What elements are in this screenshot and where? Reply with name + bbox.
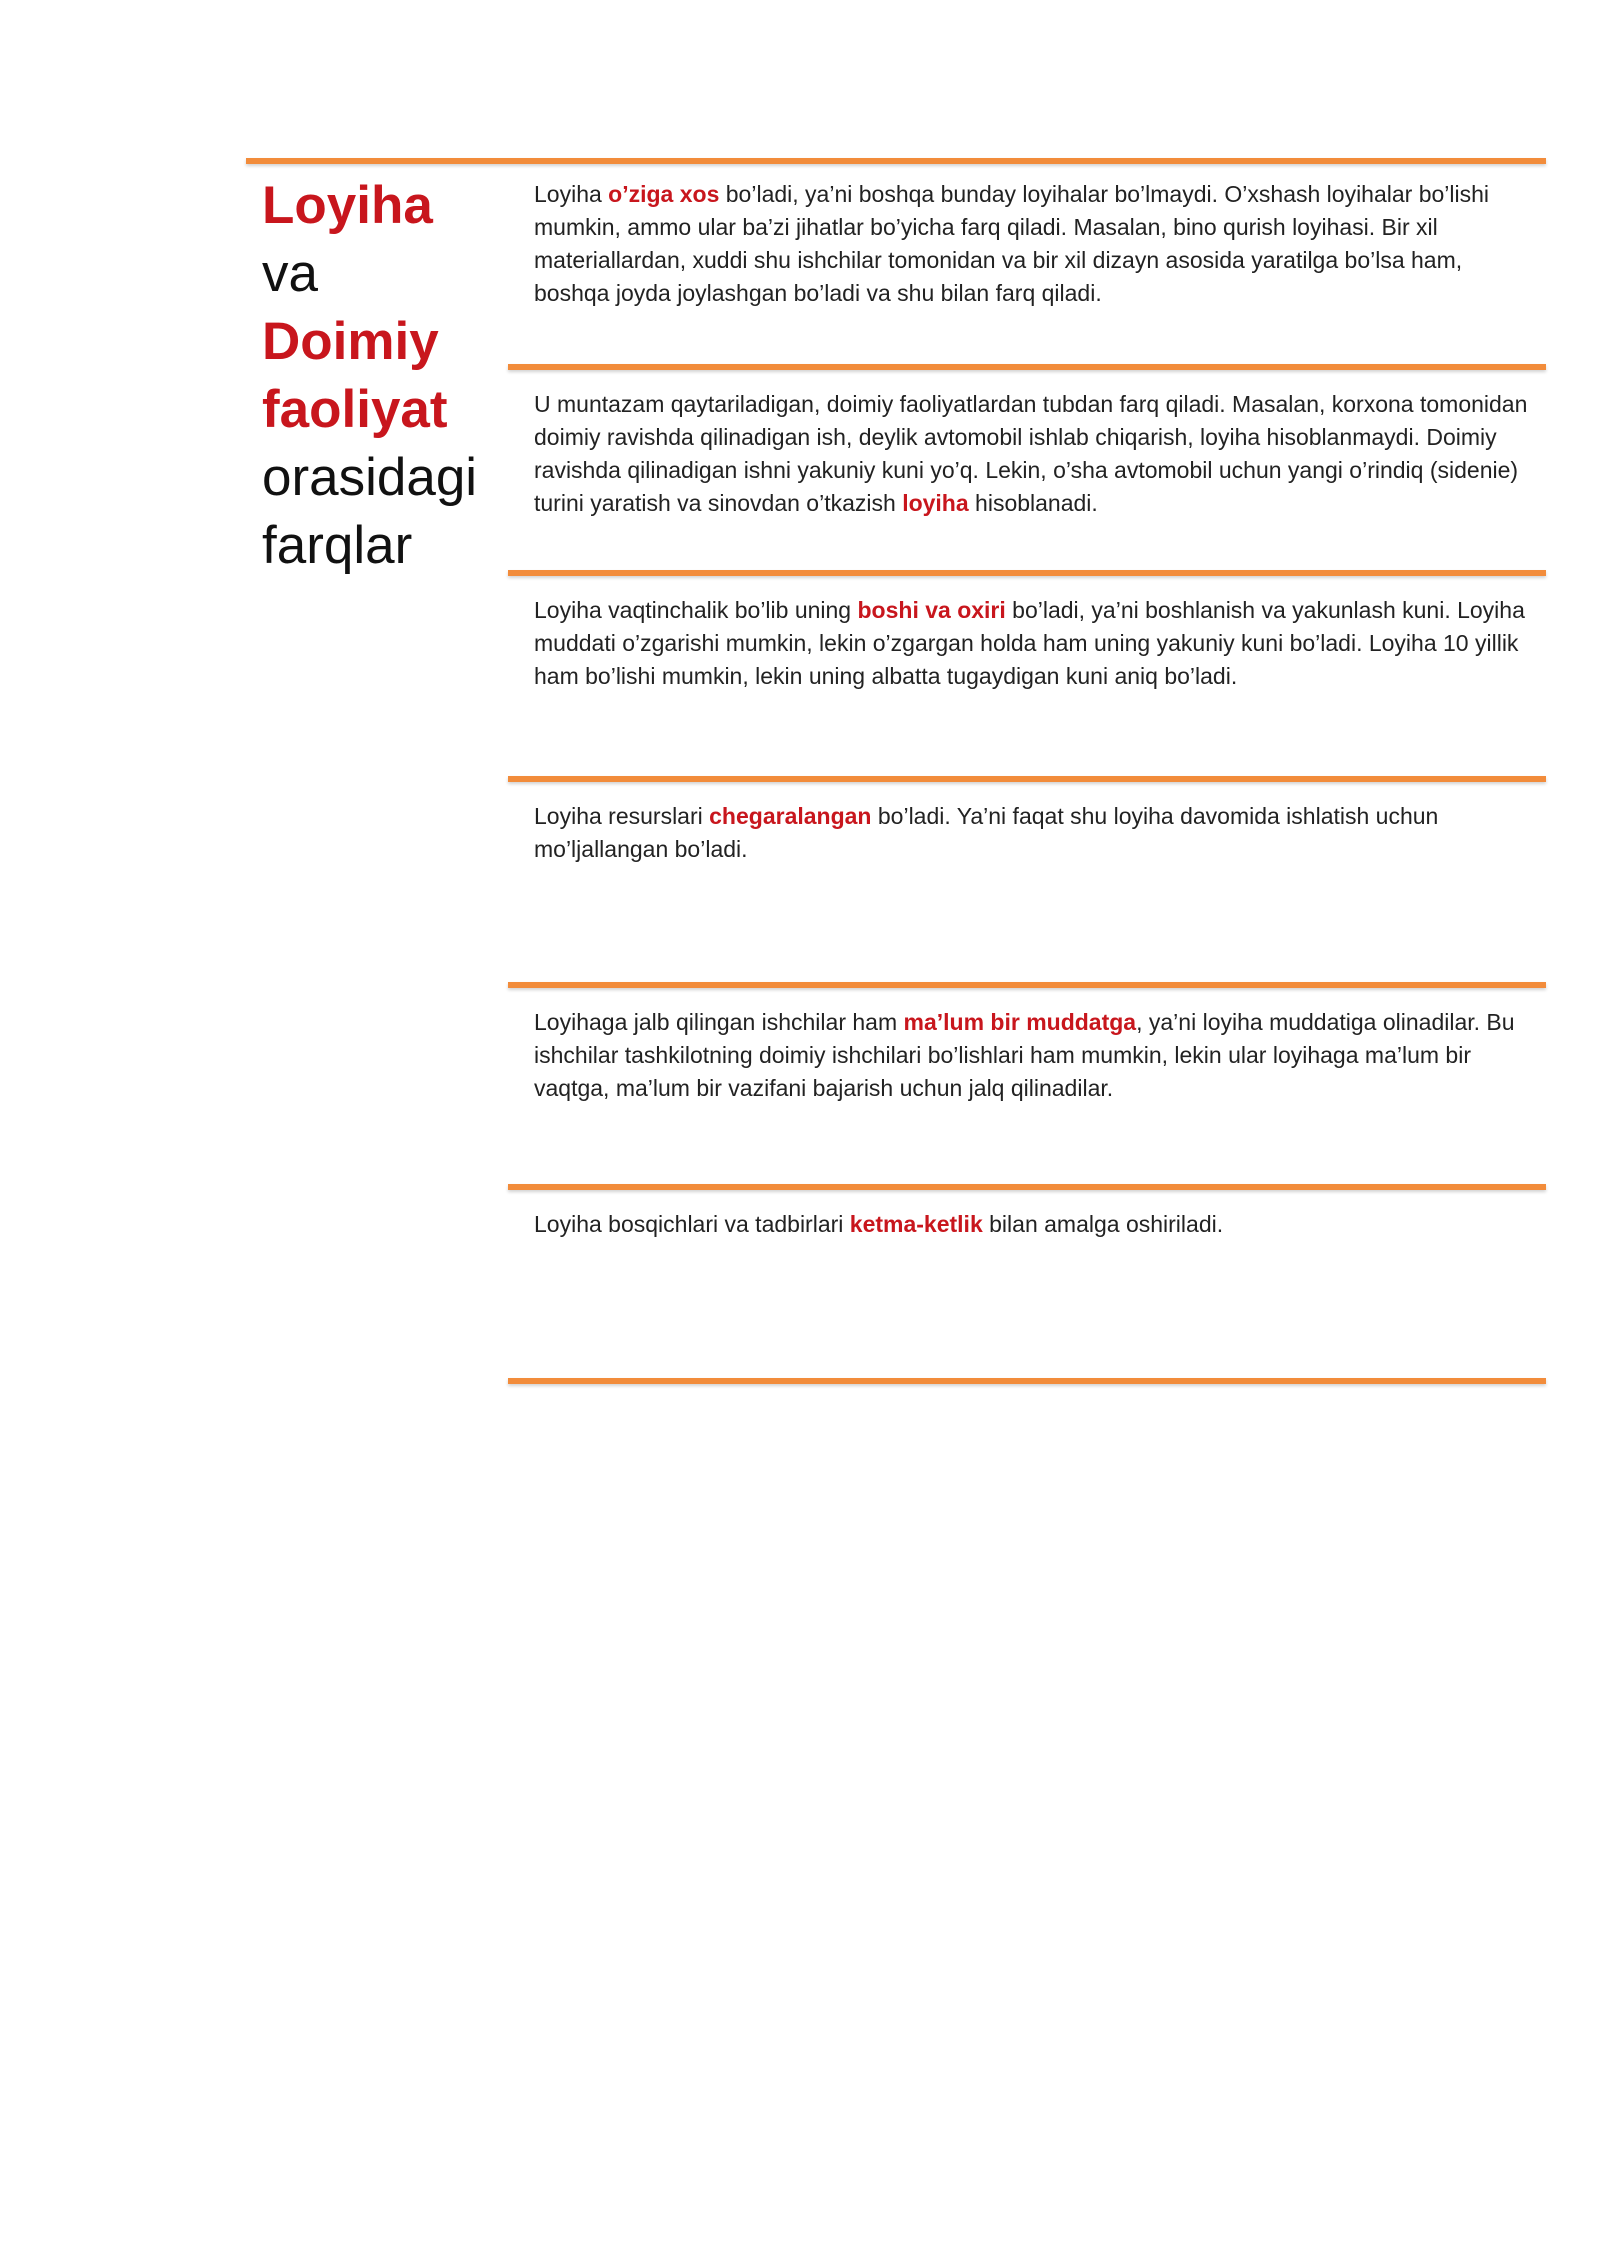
text-post: bilan amalga oshiriladi. — [982, 1211, 1224, 1237]
section-temporary-staff — [508, 982, 1546, 1105]
highlight-term: ma’lum bir muddatga — [903, 1009, 1137, 1035]
text-pre: Loyiha — [534, 181, 609, 207]
text-pre: Loyihaga jalb qilingan ishchilar ham — [534, 1009, 904, 1035]
section-uniqueness — [508, 158, 1546, 310]
section-text — [508, 164, 1546, 310]
title-line-orasidagi: orasidagi — [262, 448, 478, 507]
bottom-divider — [508, 1378, 1546, 1384]
text-pre: Loyiha resurslari — [534, 803, 710, 829]
section-text — [508, 988, 1546, 1105]
title-line-loyiha: Loyiha — [262, 176, 433, 235]
title-line-va: va — [262, 244, 318, 303]
section-non-routine — [508, 364, 1546, 520]
highlight-term: chegaralangan — [709, 803, 872, 829]
section-text — [508, 576, 1546, 693]
text-post: , ya’ni loyiha muddatiga olinadilar. Bu ishchilar tashkilotning doimiy ishchilari bo’lishlari ham mumkin, lekin ular loyihaga ma’lum bir vaqtga, ma’lum bir vazifani bajarish uchun jalq qilinadilar. — [534, 1009, 1515, 1101]
highlight-term: ketma-ketlik — [849, 1211, 983, 1237]
highlight-term: o’ziga xos — [608, 181, 720, 207]
section-limited-resources — [508, 776, 1546, 866]
text-post: bo’ladi, ya’ni boshqa bunday loyihalar bo’lmaydi. O’xshash loyihalar bo’lishi mumkin, ammo ular ba’zi jihatlar bo’yicha farq qiladi. Masalan, bino qurish loyihasi. Bir xil materiallardan, xuddi shu ishchilar tomonidan va bir xil dizayn asosida yaratilga bo’lsa ham, boshqa joyda joylashgan bo’ladi va shu bilan farq qiladi. — [534, 181, 1490, 306]
text-post: hisoblanadi. — [968, 490, 1098, 516]
page-title — [262, 172, 502, 580]
text-pre: Loyiha vaqtinchalik bo’lib uning — [534, 597, 858, 623]
title-line-farqlar: farqlar — [262, 516, 413, 575]
title-line-faoliyat: faoliyat — [262, 380, 448, 439]
section-text — [508, 1190, 1546, 1241]
text-pre: Loyiha bosqichlari va tadbirlari — [534, 1211, 850, 1237]
highlight-term: boshi va oxiri — [857, 597, 1006, 623]
text-post: bo’ladi. Ya’ni faqat shu loyiha davomida ishlatish uchun mo’ljallangan bo’ladi. — [534, 803, 1439, 862]
section-sequence — [508, 1184, 1546, 1241]
title-line-doimiy: Doimiy — [262, 312, 439, 371]
highlight-term: loyiha — [902, 490, 969, 516]
section-text — [508, 370, 1546, 520]
text-post: bo’ladi, ya’ni boshlanish va yakunlash kuni. Loyiha muddati o’zgarishi mumkin, lekin o’zgargan holda ham uning yakuniy kuni bo’ladi. Loyiha 10 yillik ham bo’lishi mumkin, lekin uning albatta tugaydigan kuni aniq bo’ladi. — [534, 597, 1525, 689]
section-temporary — [508, 570, 1546, 693]
section-text — [508, 782, 1546, 866]
text-pre: U muntazam qaytariladigan, doimiy faoliyatlardan tubdan farq qiladi. Masalan, korxona tomonidan doimiy ravishda qilinadigan ish, deylik avtomobil ishlab chiqarish, loyiha hisoblanmaydi. Doimiy ravishda qilinadigan ishni yakuniy kuni yo’q. Lekin, o’sha avtomobil uchun yangi o’rindiq (sidenie) turini yaratish va sinovdan o’tkazish — [534, 391, 1528, 516]
